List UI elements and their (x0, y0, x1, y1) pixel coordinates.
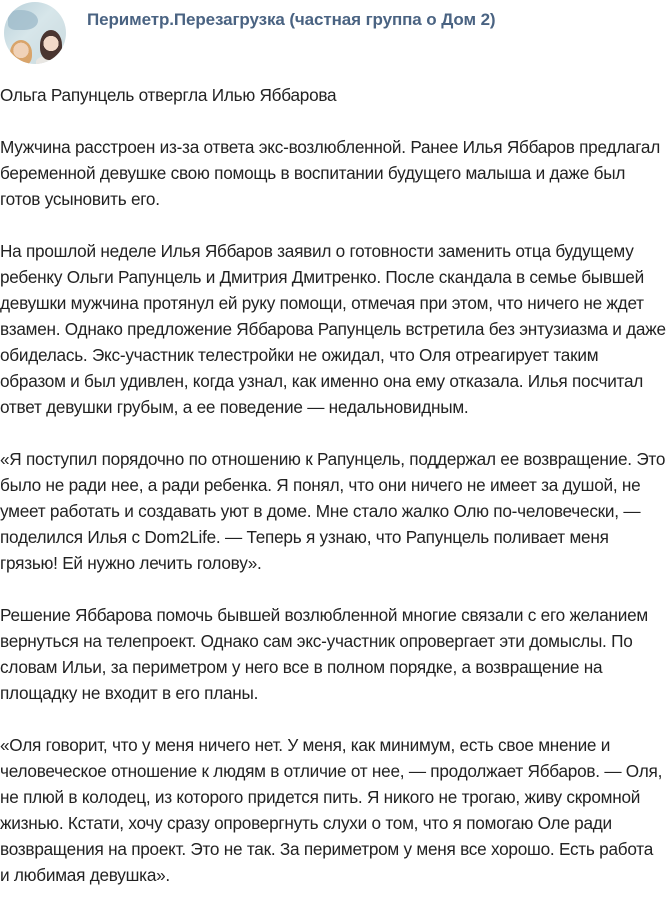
group-name-link[interactable]: Периметр.Перезагрузка (частная группа о Дом 2) (87, 10, 496, 29)
post-body (0, 82, 666, 914)
post-header (0, 0, 670, 70)
post-paragraph: «Я поступил порядочно по отношению к Рапунцель, поддержал ее возвращение. Это было не ради нее, а ради ребенка. Я понял, что они ничего не имеет за душой, не умеет работать и создавать уют в доме. Мне стало жалко Олю по-человечески, — поделился Илья с Dom2Life. — Теперь я узнаю, что Рапунцель поливает меня грязью! Ей нужно лечить голову». (0, 449, 666, 573)
post-paragraph: Мужчина расстроен из-за ответа экс-возлюбленной. Ранее Илья Яббаров предлагал беременной девушке свою помощь в воспитании будущего малыша и даже был готов усыновить его. (0, 137, 661, 209)
avatar-person-left (10, 40, 32, 64)
post-paragraph: Решение Яббарова помочь бывшей возлюбленной многие связали с его желанием вернуться на телепроект. Однако сам экс-участник опровергает эти домыслы. По словам Ильи, за периметром у него все в полном порядке, а возвращение на площадку не входит в его планы. (0, 605, 648, 703)
group-avatar[interactable] (4, 2, 66, 64)
avatar-background-map (8, 10, 38, 30)
avatar-person-right (40, 30, 62, 60)
post-title: Ольга Рапунцель отвергла Илью Яббарова (0, 85, 337, 105)
post-paragraph: На прошлой неделе Илья Яббаров заявил о готовности заменить отца будущему ребенку Ольги Рапунцель и Дмитрия Дмитренко. После скандала в семье бывшей девушки мужчина протянул ей руку помощи, отмечая при этом, что ничего не ждет взамен. Однако предложение Яббарова Рапунцель встретила без энтузиазма и даже обиделась. Экс-участник телестройки не ожидал, что Оля отреагирует таким образом и был удивлен, когда узнал, как именно она ему отказала. Илья посчитал ответ девушки грубым, а ее поведение — недальновидным. (0, 241, 666, 417)
post-paragraph: «Оля говорит, что у меня ничего нет. У меня, как минимум, есть свое мнение и человеческое отношение к людям в отличие от нее, — продолжает Яббаров. — Оля, не плюй в колодец, из которого придется пить. Я никого не трогаю, живу скромной жизнью. Кстати, хочу сразу опровергнуть слухи о том, что я помогаю Оле ради возвращения на проект. Это не так. За периметром у меня все хорошо. Есть работа и любимая девушка». (0, 735, 663, 885)
